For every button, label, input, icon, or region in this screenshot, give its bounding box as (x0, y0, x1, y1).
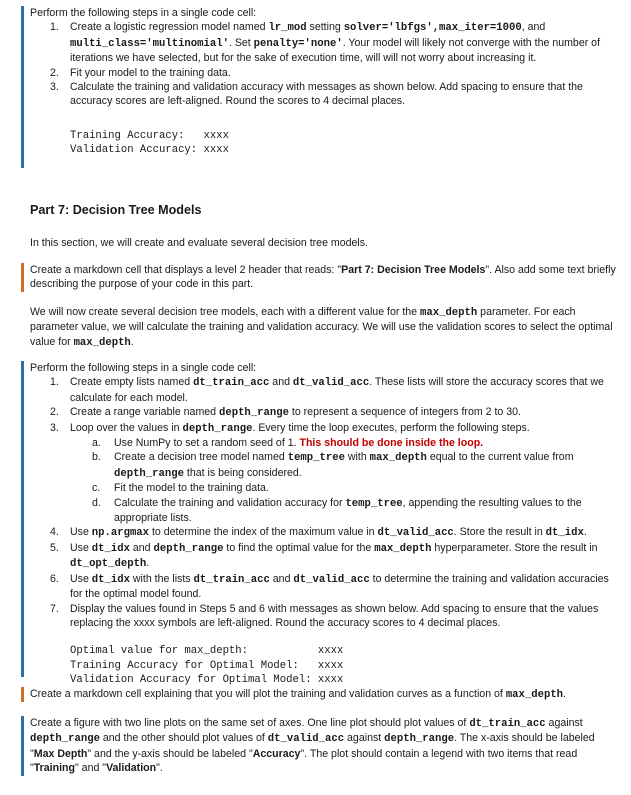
text-run: Calculate the training and validation accuracy for (114, 496, 346, 509)
text-run: , appending the resulting values to the appropriate lists. (114, 496, 582, 525)
inline-code: temp_tree (287, 452, 345, 465)
text-run: to determine the training and validation accuracies for the optimal model found. (70, 572, 609, 601)
step-item: 7. Display the values found in Steps 5 and 6 with messages as shown below. Add spacing to ensure that the values replacing the xxxx symbols are left-aligned. Round the accuracy scores to 4 decimal places. (50, 602, 599, 629)
inline-code: dt_idx (91, 573, 130, 586)
text-run: against (344, 732, 385, 745)
inline-code: dt_train_acc (193, 573, 270, 586)
inline-code: dt_train_acc (193, 377, 270, 390)
text-run: ". Also add some text briefly describing the purpose of your code in this part. (30, 264, 616, 291)
inline-code: depth_range (153, 542, 224, 555)
text-run: Create a logistic regression model named (70, 21, 269, 34)
step-item: 2. Create a range variable named depth_range to represent a sequence of integers from 2 to 30. (50, 406, 521, 420)
text-run: " and the y-axis should be labeled " (87, 747, 253, 760)
code-example: Training Accuracy: xxxx Validation Accuracy: xxxx (70, 129, 229, 157)
sub-step-item: d. Calculate the training and validation accuracy for temp_tree, appending the resulting values to the appropriate lists. (92, 496, 582, 525)
text-run: . (583, 526, 587, 539)
instruction-block-logreg (21, 6, 617, 168)
text-run: Display the values found in Steps 5 and 6 with messages as shown below. Add spacing to ensure that the values replacing the xxxx symbols are left-aligned. Round the accuracy scores to 4 decimal places. (70, 602, 599, 629)
inline-code: np.argmax (91, 527, 150, 540)
bold-text: Max Depth (33, 747, 88, 760)
text-run: Calculate the training and validation accuracy with messages as shown below. Add spacing to ensure that the accuracy scores are left-aligned. Round the scores to 4 decimal places. (70, 81, 583, 108)
inline-code: multi_class='multinomial' (70, 37, 229, 50)
text-run: parameter. For each parameter value, we will calculate the training and validation accuracy. We will use the validation scores to select the optimal value for (30, 306, 613, 348)
step-item: 1. Create empty lists named dt_train_acc and dt_valid_acc. These lists will store the accuracy scores that we calculate for each model. (50, 376, 604, 404)
text-run: Create a range variable named (70, 406, 219, 419)
markdown-cell-instruction (21, 263, 617, 292)
sub-step-item: a. Use NumPy to set a random seed of 1. This should be done inside the loop. (92, 437, 484, 450)
text-run: Create a decision tree model named (114, 451, 288, 464)
inline-code: temp_tree (345, 497, 403, 510)
section-heading: Part 7: Decision Tree Models (30, 203, 202, 217)
text-run: Create a markdown cell that displays a level 2 header that reads: " (30, 264, 342, 276)
sub-step-item: c. Fit the model to the training data. (92, 482, 269, 495)
emphasis-text: This should be done inside the loop. (299, 437, 484, 450)
text-run: Create empty lists named (70, 376, 194, 389)
inline-code: depth_range (384, 733, 455, 746)
step-item: 5. Use dt_idx and depth_range to find the optimal value for the max_depth hyperparameter. Store the result in dt_opt_depth. (50, 541, 598, 571)
inline-code: max_depth (420, 307, 478, 319)
instruction-block-plot (21, 716, 617, 776)
text-run: Fit your model to the training data. (70, 66, 231, 79)
text-run: , and (521, 21, 546, 34)
text-run: against (545, 717, 583, 729)
text-run: " and " (74, 762, 107, 775)
text-run: and (269, 572, 294, 585)
text-run: . These lists will store the accuracy scores that we calculate for each model. (70, 376, 604, 404)
bold-text: Accuracy (252, 747, 301, 760)
text-run: . Every time the loop executes, perform the following steps. (252, 421, 530, 434)
inline-code: dt_idx (91, 542, 130, 555)
text-run: that is being considered. (183, 466, 302, 479)
inline-code: depth_range (30, 733, 100, 746)
text-run: Use NumPy to set a random seed of 1. (114, 437, 300, 450)
step-item: 3. Loop over the values in depth_range. Every time the loop executes, perform the following steps. (50, 421, 530, 435)
text-run: We will now create several decision tree models, each with a different value for the (30, 306, 421, 318)
text-run: . (130, 335, 134, 348)
section-intro: In this section, we will create and evaluate several decision tree models. (30, 237, 368, 249)
text-run: to determine the index of the maximum value in (149, 526, 378, 539)
text-run: Fit the model to the training data. (114, 482, 269, 495)
inline-code: max_depth (369, 452, 427, 465)
inline-code: dt_valid_acc (377, 527, 454, 540)
inline-code: depth_range (182, 422, 253, 435)
inline-code: penalty='none' (253, 37, 343, 50)
inline-code: depth_range (219, 407, 289, 420)
text-run: . (563, 688, 566, 700)
instruction-block-dtree (21, 361, 617, 687)
inline-code: dt_idx (545, 527, 584, 540)
text-run: hyperparameter. Store the result in (431, 541, 598, 554)
bold-text: Part 7: Decision Tree Models (341, 264, 486, 276)
inline-code: dt_valid_acc (292, 377, 370, 390)
step-item: 6. Use dt_idx with the lists dt_train_acc and dt_valid_acc to determine the training and validation accuracies for the optimal model found. (50, 572, 609, 601)
inline-code: depth_range (114, 467, 184, 480)
block-intro: Perform the following steps in a single code cell: (30, 7, 257, 19)
markdown-cell-instruction (21, 687, 617, 702)
step-item: 3. Calculate the training and validation accuracy with messages as shown below. Add spacing to ensure that the accuracy scores are left-aligned. Round the scores to 4 decimal places. (50, 81, 583, 108)
text-run: to find the optimal value for the (223, 541, 375, 554)
step-item: 1. Create a logistic regression model named lr_mod setting solver='lbfgs',max_iter=1000, and multi_class='multinomial'. Set penalty='none'. Your model will likely not converge with the number of iterations we have selected, but for the sake of execution time, will will not worry about increasing it. (50, 21, 601, 65)
step-list (30, 375, 617, 630)
inline-code: dt_opt_depth (70, 558, 147, 571)
section-paragraph (30, 305, 617, 350)
text-run: to represent a sequence of integers from 2 to 30. (288, 406, 521, 419)
text-run: and (269, 376, 293, 389)
inline-code: dt_valid_acc (293, 573, 370, 586)
text-run: with the lists (129, 572, 194, 585)
text-run: ". The plot should contain a legend with two items that read " (30, 747, 578, 775)
step-item: 2. Fit your model to the training data. (50, 66, 231, 79)
text-run: Use (70, 541, 92, 554)
text-run: . (146, 557, 150, 570)
inline-code: solver='lbfgs',max_iter=1000 (343, 22, 522, 35)
inline-code: dt_valid_acc (267, 733, 345, 746)
text-run: ". (156, 762, 163, 775)
code-example: Optimal value for max_depth: xxxx Training Accuracy for Optimal Model: xxxx Validation Accuracy for Optimal Model: xxxx (70, 645, 344, 687)
text-run: Create a figure with two line plots on the same set of axes. One line plot should plot values of (30, 717, 470, 729)
text-run: . The x-axis should be labeled " (30, 732, 595, 760)
inline-code: max_depth (505, 689, 564, 701)
text-run: . Your model will likely not converge with the number of iterations we have selected, but for the sake of execution time, will will not worry about increasing it. (70, 36, 601, 65)
inline-code: max_depth (374, 542, 432, 555)
bold-text: Training (33, 762, 75, 775)
text-run: equal to the current value from (426, 451, 574, 464)
text-run: Create a markdown cell explaining that you will plot the training and validation curves as a function of (30, 688, 506, 700)
inline-code: max_depth (73, 336, 131, 349)
text-run: Use (70, 526, 92, 539)
block-intro: Perform the following steps in a single code cell: (30, 362, 257, 374)
text-run: Use (70, 572, 92, 585)
sub-step-item: b. Create a decision tree model named temp_tree with max_depth equal to the current value from depth_range that is being considered. (92, 451, 574, 480)
text-run: and the other should plot values of (99, 732, 268, 745)
text-run: setting (306, 21, 344, 34)
text-run: . Set (228, 36, 254, 49)
step-item: 4. Use np.argmax to determine the index of the maximum value in dt_valid_acc. Store the result in dt_idx. (50, 526, 587, 540)
inline-code: lr_mod (268, 22, 307, 35)
text-run: and (129, 541, 154, 554)
text-run: with (344, 451, 370, 464)
bold-text: Validation (106, 762, 157, 775)
text-run: . Store the result in (453, 526, 546, 539)
step-list (30, 20, 617, 108)
inline-code: dt_train_acc (469, 718, 546, 730)
text-run: Loop over the values in (70, 421, 183, 434)
